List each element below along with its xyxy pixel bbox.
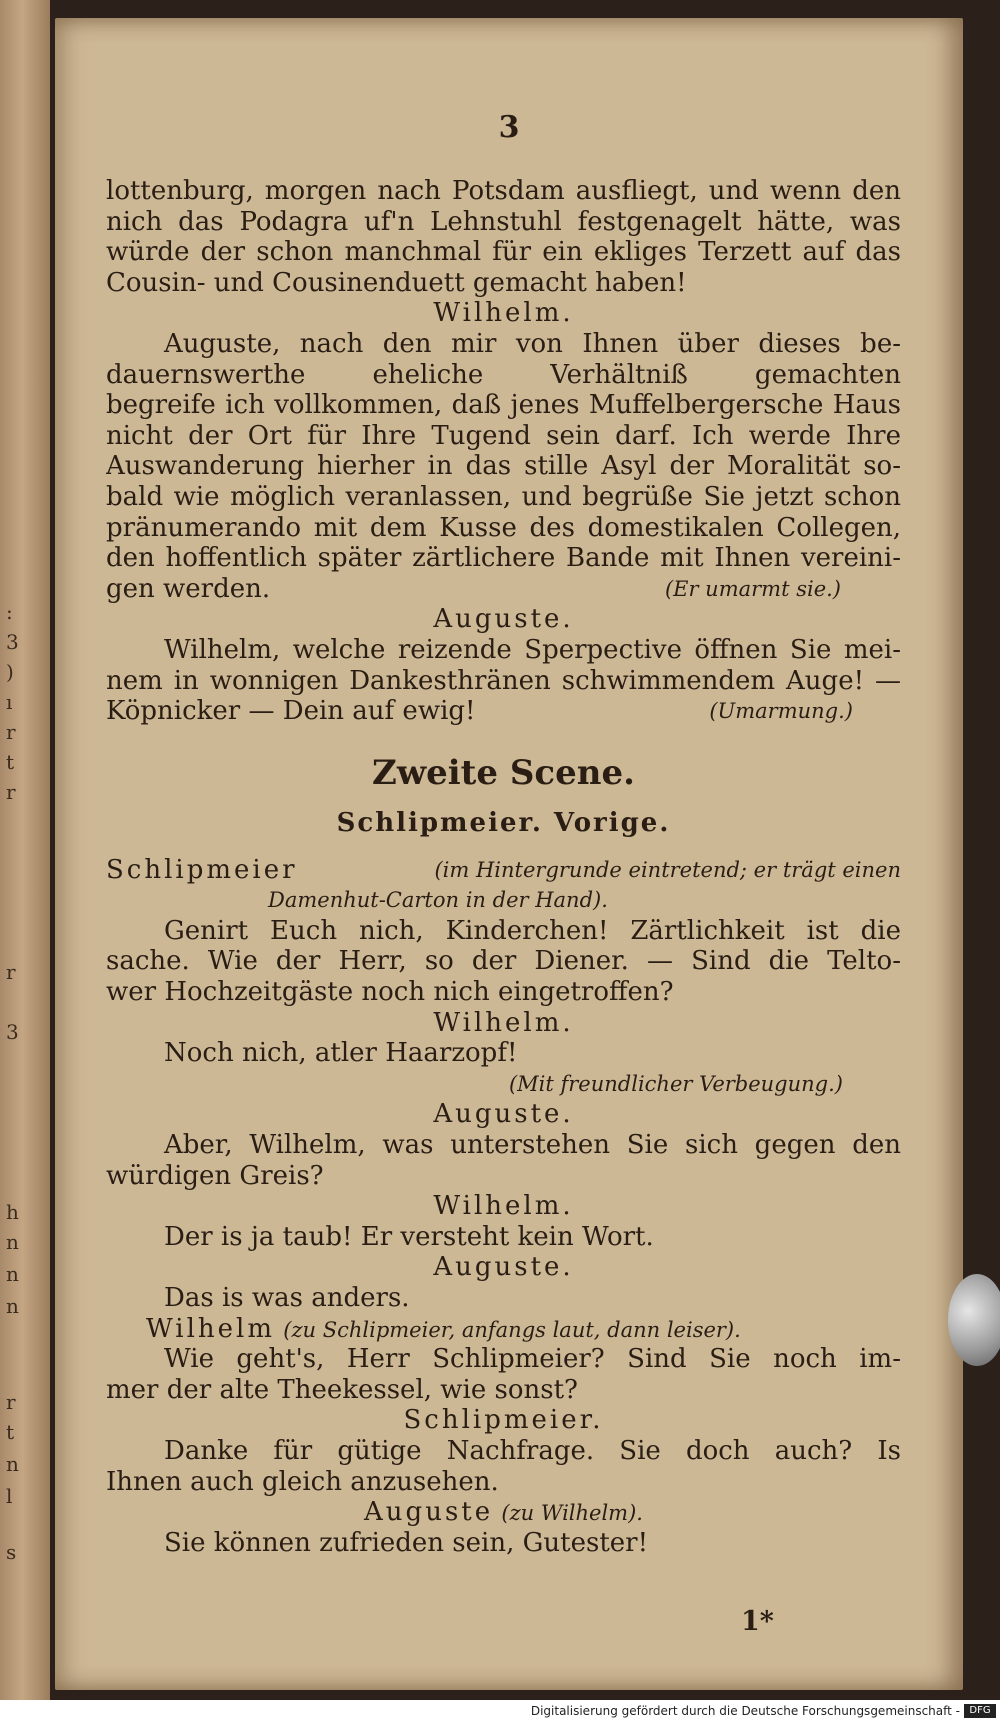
- page-clamp: [948, 1274, 1000, 1366]
- page-text: [106, 176, 901, 1558]
- text-line: mer der alte Theekessel, wie sonst?: [106, 1374, 578, 1405]
- speaker-name: Auguste.: [433, 1099, 574, 1130]
- stage-direction: (zu Schlipmeier, anfangs laut, dann leiser).: [283, 1317, 741, 1342]
- text-fragment: Köpnicker — Dein auf ewig!: [106, 696, 476, 727]
- text-line: [106, 1497, 901, 1528]
- facing-page-char: n: [6, 1294, 19, 1318]
- text-fragment: gen werden.: [106, 573, 271, 604]
- text-line: lottenburg, morgen nach Potsdam ausfliegt, und wenn den: [106, 176, 901, 206]
- text-line: nem in wonnigen Dankesthränen schwimmendem Auge! —: [106, 665, 901, 696]
- text-line: Auguste, nach den mir von Ihnen über dieses be-: [164, 328, 901, 359]
- text-line: Das is was anders.: [164, 1283, 410, 1313]
- speaker-name: Auguste.: [433, 1252, 574, 1283]
- text-line: Wilhelm, welche reizende Sperpective öffnen Sie mei-: [164, 634, 901, 665]
- stage-direction: (Mit freundlicher Verbeugung.): [508, 1071, 843, 1096]
- facing-page-char: h: [6, 1200, 19, 1224]
- text-line: Der is ja taub! Er versteht kein Wort.: [164, 1221, 654, 1252]
- speaker-name: Wilhelm.: [433, 1191, 574, 1222]
- page-number: 3: [498, 110, 520, 145]
- text-line: den hoffentlich später zärtlichere Bande mit Ihnen vereini-: [106, 543, 901, 574]
- speaker-name: Wilhelm.: [433, 1007, 574, 1038]
- scene-title: Zweite Scene.: [372, 752, 635, 793]
- text-line: Cousin- und Cousinenduett gemacht haben!: [106, 267, 687, 298]
- text-line: würde der schon manchmal für ein ekliges Terzett auf das: [106, 237, 901, 268]
- facing-page-char: r: [6, 780, 16, 804]
- facing-page-char: t: [6, 1420, 15, 1444]
- text-line: Aber, Wilhelm, was unterstehen Sie sich gegen den: [164, 1130, 901, 1161]
- facing-page-char: 3: [6, 630, 19, 654]
- funding-credit: Digitalisierung gefördert durch die Deutsche Forschungsgemeinschaft -: [530, 1704, 960, 1718]
- facing-page-edge: [0, 0, 50, 1700]
- facing-page-char: n: [6, 1452, 19, 1476]
- text-line: dauernswerthe eheliche Verhältniß gemachten: [106, 359, 901, 390]
- facing-page-char: l: [6, 1484, 13, 1508]
- speaker-name: Schlipmeier: [106, 854, 298, 885]
- facing-page-char: n: [6, 1262, 19, 1286]
- facing-page-char: ı: [6, 690, 13, 714]
- text-line: würdigen Greis?: [106, 1160, 324, 1191]
- speaker-name: Wilhelm: [146, 1313, 275, 1344]
- text-line: nich das Podagra uf'n Lehnstuhl festgenagelt hätte, was: [106, 206, 901, 237]
- text-line: pränumerando mit dem Kusse des domestikalen Collegen,: [106, 512, 901, 543]
- text-line: nicht der Ort für Ihre Tugend sein darf. Ich werde Ihre: [106, 420, 901, 451]
- text-line: Ihnen auch gleich anzusehen.: [106, 1466, 499, 1497]
- speaker-name: Schlipmeier.: [403, 1405, 604, 1436]
- dfg-logo: DFG: [964, 1704, 996, 1718]
- text-line: Genirt Euch nich, Kinderchen! Zärtlichkeit ist die: [164, 915, 901, 946]
- text-line: [106, 855, 901, 886]
- text-line: Sie können zufrieden sein, Gutester!: [164, 1527, 649, 1558]
- facing-page-char: t: [6, 750, 15, 774]
- text-line: wer Hochzeitgäste noch nich eingetroffen?: [106, 977, 674, 1008]
- text-line: Noch nich, atler Haarzopf!: [164, 1038, 518, 1069]
- facing-page-char: r: [6, 1390, 16, 1414]
- stage-direction: (im Hintergrunde eintretend; er trägt einen: [434, 857, 901, 882]
- text-line: [106, 574, 901, 605]
- facing-page-char: :: [6, 600, 13, 624]
- facing-page-char: r: [6, 720, 16, 744]
- text-line: sache. Wie der Herr, so der Diener. — Sind die Telto-: [106, 946, 901, 977]
- book-page: [55, 18, 963, 1690]
- text-line: Danke für gütige Nachfrage. Sie doch auch? Is: [164, 1435, 901, 1466]
- text-line: Wie geht's, Herr Schlipmeier? Sind Sie noch im-: [164, 1344, 901, 1375]
- facing-page-char: r: [6, 960, 16, 984]
- text-line: [106, 1314, 901, 1345]
- stage-direction: (Umarmung.): [709, 699, 853, 724]
- stage-direction: Damenhut-Carton in der Hand).: [268, 888, 608, 913]
- scene-persons: Schlipmeier. Vorige.: [336, 807, 671, 838]
- signature-mark: 1*: [741, 1606, 774, 1637]
- text-line: bald wie möglich veranlassen, und begrüße Sie jetzt schon: [106, 481, 901, 512]
- text-line: Auswanderung hierher in das stille Asyl der Moralität so-: [106, 451, 901, 482]
- stage-direction: (Er umarmt sie.): [664, 576, 841, 601]
- facing-page-char: 3: [6, 1020, 19, 1044]
- text-line: begreife ich vollkommen, daß jenes Muffelbergersche Haus: [106, 390, 901, 421]
- speaker-name: Auguste: [364, 1497, 494, 1528]
- speaker-name: Auguste.: [433, 604, 574, 635]
- footer-bar: [0, 1700, 1000, 1724]
- text-line: [106, 696, 901, 727]
- speaker-name: Wilhelm.: [433, 298, 574, 329]
- facing-page-char: n: [6, 1230, 19, 1254]
- stage-direction: (zu Wilhelm).: [501, 1501, 643, 1526]
- facing-page-char: ): [6, 660, 14, 684]
- facing-page-char: s: [6, 1540, 17, 1564]
